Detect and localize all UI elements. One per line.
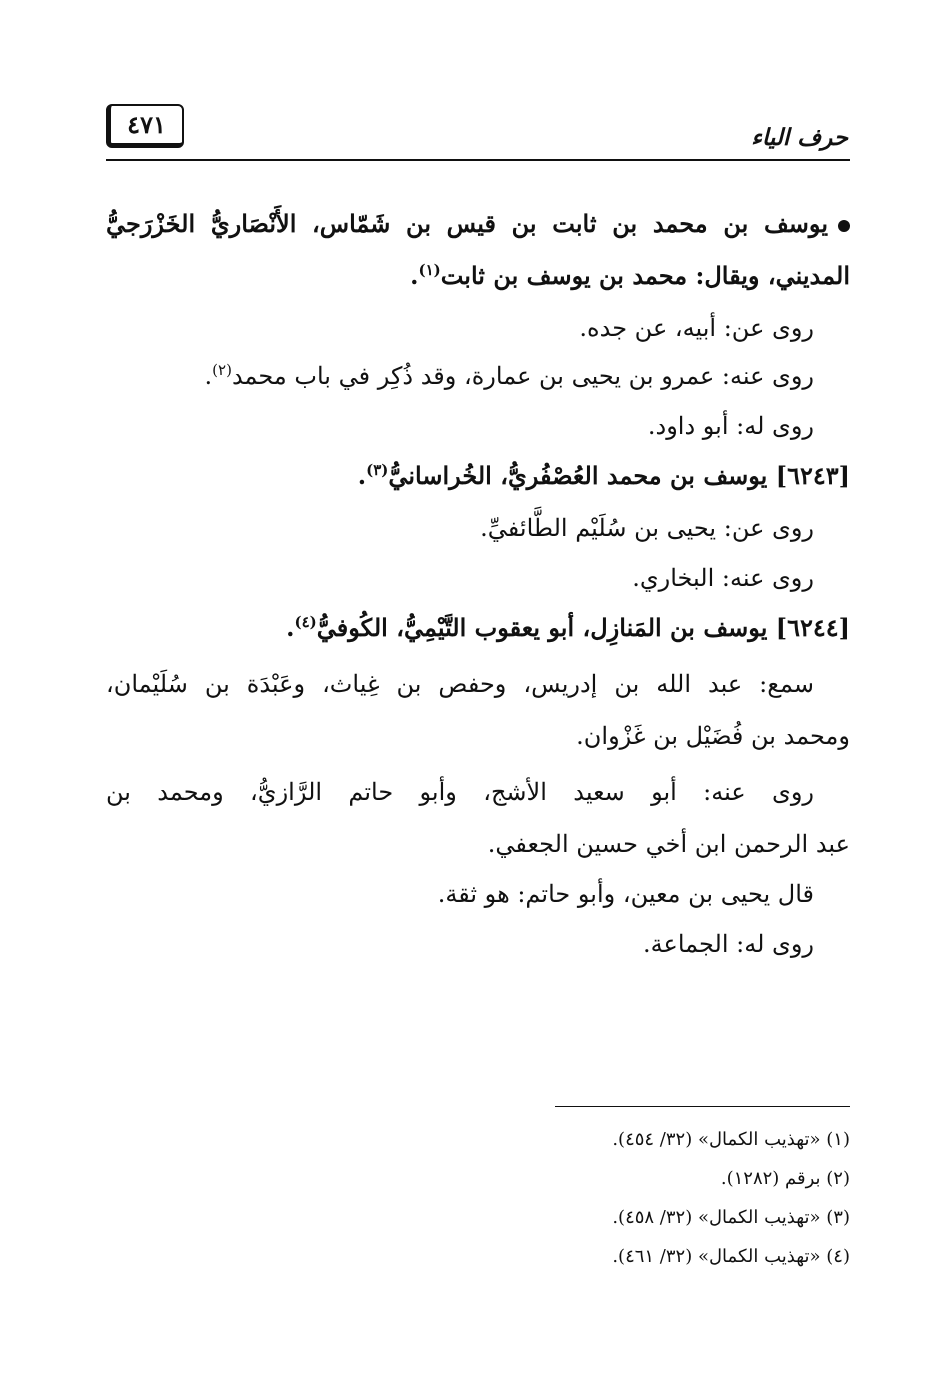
footnote-ref: (٢)	[212, 361, 232, 379]
footnotes	[612, 1120, 850, 1276]
heard-from: سمع: عبد الله بن إدريس، وحفص بن غِياث، وعَبْدَة بن سُلَيْمان،	[106, 670, 814, 698]
narrated-by: روى عنه: أبو سعيد الأشج، وأبو حاتم الرَّازيُّ، ومحمد بن	[106, 778, 814, 806]
entry-heading: [٦٢٤٣] يوسف بن محمد العُصْفُريُّ، الخُراسانيُّ$^{(٣)}$.	[357, 461, 850, 490]
footnote: (٢) برقم (١٢٨٢).	[720, 1168, 850, 1189]
page-number: ٤٧١	[106, 104, 184, 148]
entry-heading: [٦٢٤٤] يوسف بن المَنازِل، أبو يعقوب التَّيْمِيُّ، الكُوفيُّ$^{(٤)}$.	[286, 613, 850, 642]
narrated-by-cont: عبد الرحمن ابن أخي حسين الجعفي.	[487, 830, 850, 858]
narrated-by: روى عنه: البخاري.	[632, 564, 814, 592]
narrated-for: روى له: أبو داود.	[647, 412, 814, 440]
page-header	[106, 104, 850, 160]
narrated-for: روى له: الجماعة.	[643, 930, 814, 958]
heard-from-cont: ومحمد بن فُضَيْل بن غَزْوان.	[576, 722, 850, 750]
footnote-ref: (٤)	[294, 613, 317, 631]
narrated-by: روى عنه: عمرو بن يحيى بن عمارة، وقد ذُكِر في باب محمد$^{(٢)}$.	[204, 361, 814, 390]
entry-heading-cont: المديني، ويقال: محمد بن يوسف بن ثابت$^{(١)}$.	[410, 261, 850, 290]
bullet-icon	[838, 220, 850, 232]
footnote: (٤) «تهذيب الكمال» (٣٢/ ٤٦١).	[612, 1246, 850, 1267]
grading: قال يحيى بن معين، وأبو حاتم: هو ثقة.	[437, 880, 814, 908]
footnote: (١) «تهذيب الكمال» (٣٢/ ٤٥٤).	[612, 1129, 850, 1150]
footnote-ref: (١)	[418, 261, 441, 279]
footnote-rule	[555, 1106, 850, 1107]
running-title: حرف الياء	[751, 124, 848, 151]
footnote-ref: (٣)	[366, 461, 389, 479]
header-rule	[106, 159, 850, 161]
narrated-from: روى عن: أبيه، عن جده.	[579, 314, 814, 342]
footnote: (٣) «تهذيب الكمال» (٣٢/ ٤٥٨).	[612, 1207, 850, 1228]
narrated-from: روى عن: يحيى بن سُلَيْم الطَّائفيِّ.	[480, 514, 814, 542]
entry-heading: يوسف بن محمد بن ثابت بن قيس بن شَمّاس، الأَنْصَاريُّ الخَزْرَجيُّ	[106, 200, 850, 248]
